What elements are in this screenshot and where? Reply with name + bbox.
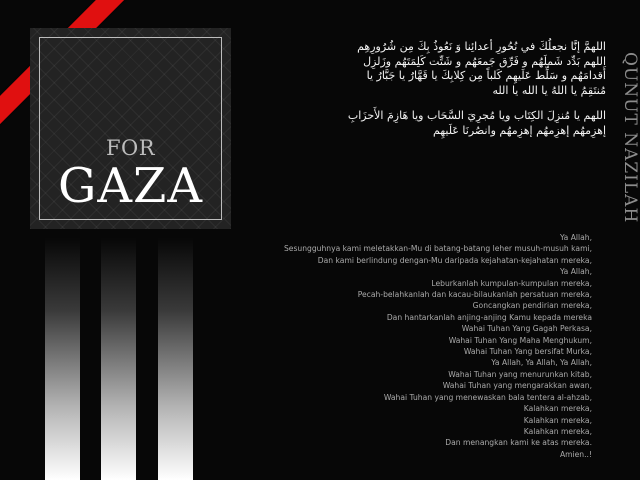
arabic-prayer [340,40,606,149]
translation-line: Wahai Tuhan Yang Gagah Perkasa, [461,324,592,334]
translation-line: Ya Allah, [560,267,592,277]
gradient-bar-right [158,238,193,480]
translation-line: Wahai Tuhan Yang bersifat Murka, [463,347,592,357]
translation-line: Ya Allah, Ya Allah, Ya Allah, [491,358,592,368]
translation-line: Dan hantarkanlah anjing-anjing Kamu kepada mereka [386,312,592,322]
title-panel [30,28,231,229]
arabic-paragraph-1: اللهمَّ إنَّا نجعلُكَ في نُحُورِ أعدائِنا وَ نَعُوذُ بِكَ مِن شُرُورِهِم اللهم بَدِّد شَملَهُم و فَرِّق جَمعَهُم و شَتِّت كَلِمَتَهُم وزَلزِل أَقدامَهُم و سَلِّط عَلَيهِم كَلباً مِن كِلابِكَ يا قَهَّارُ يا جَبَّارُ يا مُنتَقِمُ يا اللهُ يا الله يا الله [357,40,606,97]
translation-line: Wahai Tuhan yang menewaskan bala tentera al-ahzab, [383,392,592,402]
translation-line: Amien..! [559,449,592,459]
translation-line: Wahai Tuhan yang menurunkan kitab, [448,369,592,379]
translation-text [192,232,592,460]
translation-line: Kalahkan mereka, [523,426,592,436]
translation-line: Dan kami berlindung dengan-Mu daripada kejahatan-kejahatan mereka, [317,255,592,265]
translation-line: Kalahkan mereka, [523,404,592,414]
translation-line: Pecah-belahkanlah dan kacau-bilaukanlah persatuan mereka, [357,290,592,300]
gradient-bar-left [45,238,80,480]
gradient-bar-middle [101,238,136,480]
translation-line: Ya Allah, [560,233,592,242]
translation-line: Leburkanlah kumpulan-kumpulan mereka, [431,278,592,288]
translation-line: Wahai Tuhan Yang Maha Menghukum, [448,335,592,345]
translation-line: Wahai Tuhan yang mengarakkan awan, [442,381,592,391]
translation-line: Kalahkan mereka, [523,415,592,425]
translation-line: Sesungguhnya kami meletakkan-Mu di batang-batang leher musuh-musuh kami, [283,244,592,254]
arabic-paragraph-2: اللهم يا مُنزِلَ الكِتَاب ويا مُجرِيَ السَّحَاب ويا هَازِمَ الأَحزَابِ إهزِمهُم إهزِمهُم إهزِمهُم وانصُرنَا عَلَيهِم [347,109,606,137]
qunut-nazilah-title: QUNUT NAZILAH [620,51,640,224]
gaza-title: GAZA [57,158,204,214]
translation-line: Goncangkan pendirian mereka, [472,301,592,311]
for-label: FOR [105,136,156,160]
translation-line: Dan menangkan kami ke atas mereka. [445,438,592,448]
